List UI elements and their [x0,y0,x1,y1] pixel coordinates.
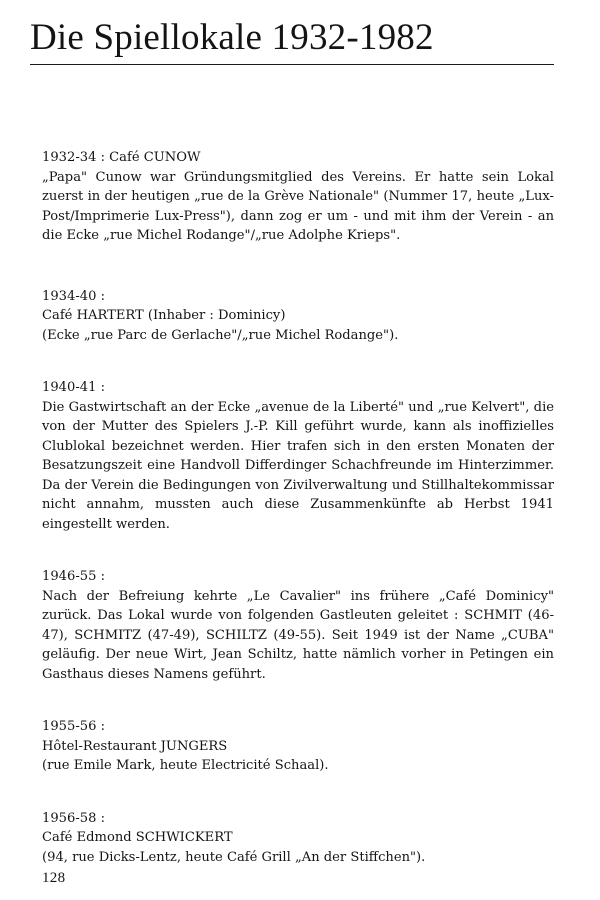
entry-line: Café Edmond SCHWICKERT [42,830,233,845]
entry-line: (94, rue Dicks-Lentz, heute Café Grill „An der Stiffchen"). [42,849,426,865]
entry-heading: 1956-58 : [42,810,105,826]
page-title: Die Spiellokale 1932-1982 [30,17,434,58]
entry-heading: 1946-55 : [42,569,105,584]
entry-1934-40 [42,287,554,346]
entry-text: Die Gastwirtschaft an der Ecke „avenue de la Liberté" und „rue Kelvert", die von der Mutter des Spielers J.-P. Kill geführt wurde, kann als inoffizielles Clublokal bezeichnet werden. Hier trafen sich in den ersten Monaten der Besatzungszeit eine Handvoll Differdinger Schachfreunde im Hinterzimmer. Da der Verein die Bedingungen von Zivilverwaltung und Stillhaltekommissar nicht annahm, mussten auch diese Zusammenkünfte ab Herbst 1941 eingestellt werden. [42,399,554,532]
page-number: 128 [42,870,66,886]
entry-line: Café HARTERT (Inhaber : Dominicy) [42,308,286,323]
entry-text: „Papa" Cunow war Gründungsmitglied des Vereins. Er hatte sein Lokal zuerst in der heutigen „rue de la Grève Nationale" (Nummer 17, heute „Lux-Post/Imprimerie Lux-Press"), dann zog er um - und mit ihm der Verein - an die Ecke „rue Michel Rodange"/„rue Adolphe Krieps". [42,169,554,243]
entry-1946-55 [42,567,554,684]
entry-heading: 1932-34 : Café CUNOW [42,150,201,165]
entry-1956-58 [42,809,554,868]
entry-text: Nach der Befreiung kehrte „Le Cavalier" ins frühere „Café Dominicy" zurück. Das Lokal wurde von folgenden Gastleuten geleitet : SCHMIT (46-47), SCHMITZ (47-49), SCHILTZ (49-55). Seit 1949 ist der Name „CUBA" geläufig. Der neue Wirt, Jean Schiltz, hatte nämlich vorher in Petingen ein Gasthaus dieses Namens geführt. [42,588,554,682]
entry-1940-41 [42,378,554,534]
entry-line: (rue Emile Mark, heute Electricité Schaal). [42,758,329,773]
entry-line: (Ecke „rue Parc de Gerlache"/„rue Michel Rodange"). [42,327,399,343]
entry-1955-56 [42,717,554,776]
title-rule [30,64,554,65]
entry-heading: 1934-40 : [42,288,105,304]
entry-heading: 1940-41 : [42,380,105,395]
entry-1932-34 [42,148,554,246]
entry-heading: 1955-56 : [42,719,105,734]
entries-list [42,148,554,867]
entry-line: Hôtel-Restaurant JUNGERS [42,738,228,754]
